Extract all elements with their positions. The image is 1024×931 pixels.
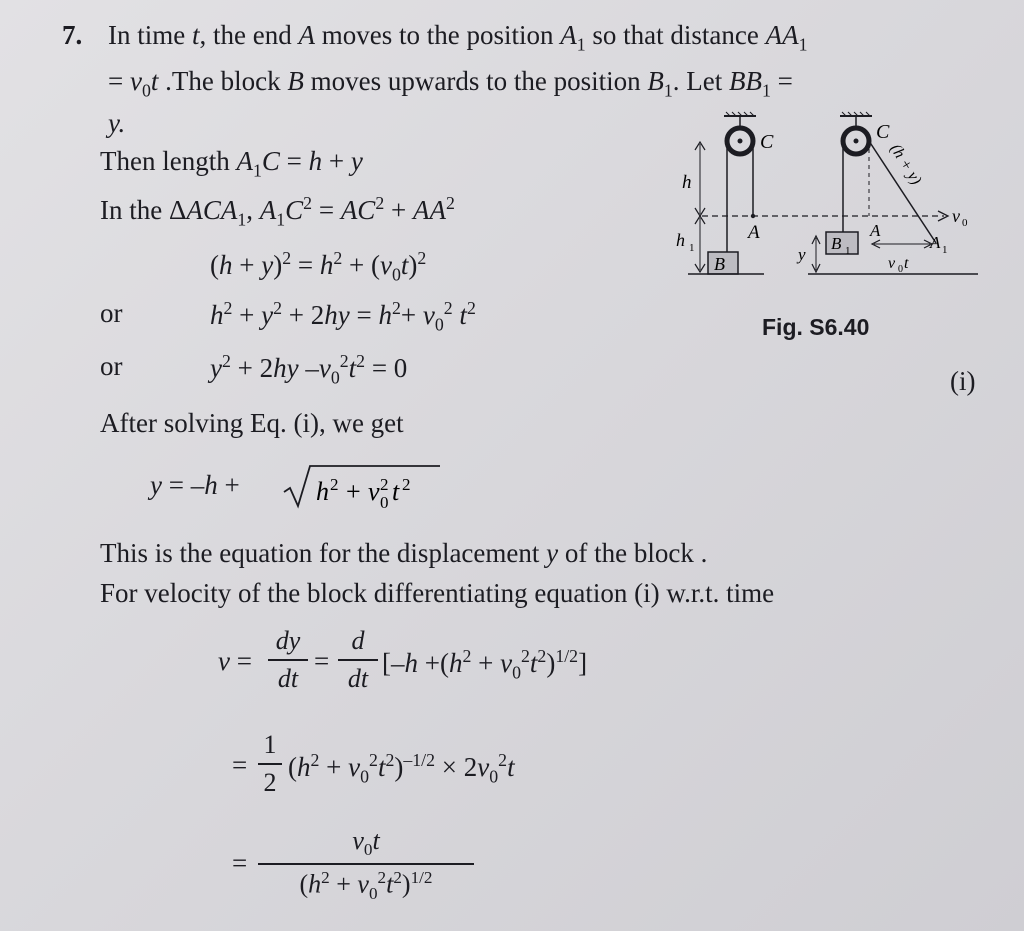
velocity-v: v = xyxy=(218,646,252,676)
svg-text:+: + xyxy=(346,477,361,506)
equation-y: y = –h + xyxy=(150,470,240,500)
label-a-right: A xyxy=(870,221,881,240)
label-b1: B xyxy=(831,234,842,253)
paragraph-line-3: y. xyxy=(108,108,126,138)
equation-b: $h^2 + y^2 + 2hy = h^2+ v_0^2$ $t^2$ xyxy=(210,298,476,335)
label-b: B xyxy=(714,254,725,274)
svg-text:h: h xyxy=(316,477,329,506)
line-then-length: Then length $A_1C = h + y$ xyxy=(100,146,363,181)
label-c-left: C xyxy=(760,131,774,153)
fraction-one-half: 1 2 xyxy=(258,730,282,798)
pulley-figure xyxy=(668,108,990,288)
line-after-solving: After solving Eq. (i), we get xyxy=(100,408,404,438)
svg-text:t: t xyxy=(904,255,909,272)
label-a: A xyxy=(748,222,760,243)
line-velocity: For velocity of the block differentiating equation (i) w.r.t. time xyxy=(100,578,775,608)
paragraph-line-1: In time t, the end A moves to the position $A_1$ so that distance $AA_1$ xyxy=(108,20,808,55)
equation-a: $(h + y)^2 = h^2 + (v_0t)^2$ xyxy=(210,248,427,285)
problem-number: 7. xyxy=(62,20,83,50)
fraction-d-dt: d dt xyxy=(338,626,378,694)
svg-text:t: t xyxy=(392,477,400,506)
fraction-dy-dt: dy dt xyxy=(268,626,308,694)
equation-v2: $(h^2 + v_0^2t^2)^{-1/2} \times 2v_0^2t$ xyxy=(288,750,515,787)
label-c-right: C xyxy=(876,121,890,143)
or-label-2: or xyxy=(100,351,123,381)
equals-sign-3: = xyxy=(232,848,248,878)
paragraph-line-2: = $v_0t$ .The block B moves upwards to the position $B_1$. Let $BB_1$ = xyxy=(108,66,793,101)
svg-text:0: 0 xyxy=(380,493,389,512)
right-pulley-system xyxy=(796,112,978,275)
label-a1: A xyxy=(930,233,941,252)
sqrt-expression xyxy=(282,462,442,512)
svg-text:0: 0 xyxy=(898,264,903,275)
svg-text:2: 2 xyxy=(330,475,339,494)
svg-text:v: v xyxy=(368,477,380,506)
equals-sign-1: = xyxy=(314,646,330,676)
line-displacement: This is the equation for the displacement y of the block . xyxy=(100,538,708,568)
svg-text:2: 2 xyxy=(402,475,411,494)
label-v0t: v xyxy=(888,255,896,272)
label-h: h xyxy=(682,172,692,193)
label-h-plus-y: (h + y) xyxy=(886,141,925,188)
velocity-bracket-expression: $[-h +(h^2 + v_0^2t^2)^{1/2}]$ xyxy=(382,646,588,683)
label-y: y xyxy=(798,245,806,264)
svg-text:1: 1 xyxy=(845,245,851,257)
fraction-final: $v_0t$ $(h^2 + v_0^2t^2)^{1/2}$ xyxy=(258,826,474,904)
or-label-1: or xyxy=(100,298,123,328)
svg-text:0: 0 xyxy=(962,217,968,229)
equals-sign-2: = xyxy=(232,750,248,780)
svg-text:2: 2 xyxy=(380,475,389,494)
left-pulley-system xyxy=(676,112,774,274)
svg-text:1: 1 xyxy=(689,242,695,254)
figure-caption: Fig. S6.40 xyxy=(762,314,870,340)
svg-text:1: 1 xyxy=(942,244,948,256)
label-h1: h xyxy=(676,230,685,250)
equation-label-i: (i) xyxy=(950,366,976,396)
equation-c: $y^2 + 2hy$ $-v_0^2t^2 = 0$ xyxy=(210,351,408,388)
label-v0: v xyxy=(952,206,960,226)
line-in-triangle: In the $\Delta ACA_1$, $A_1C^2 = AC^2 + AA^2$ xyxy=(100,193,455,230)
